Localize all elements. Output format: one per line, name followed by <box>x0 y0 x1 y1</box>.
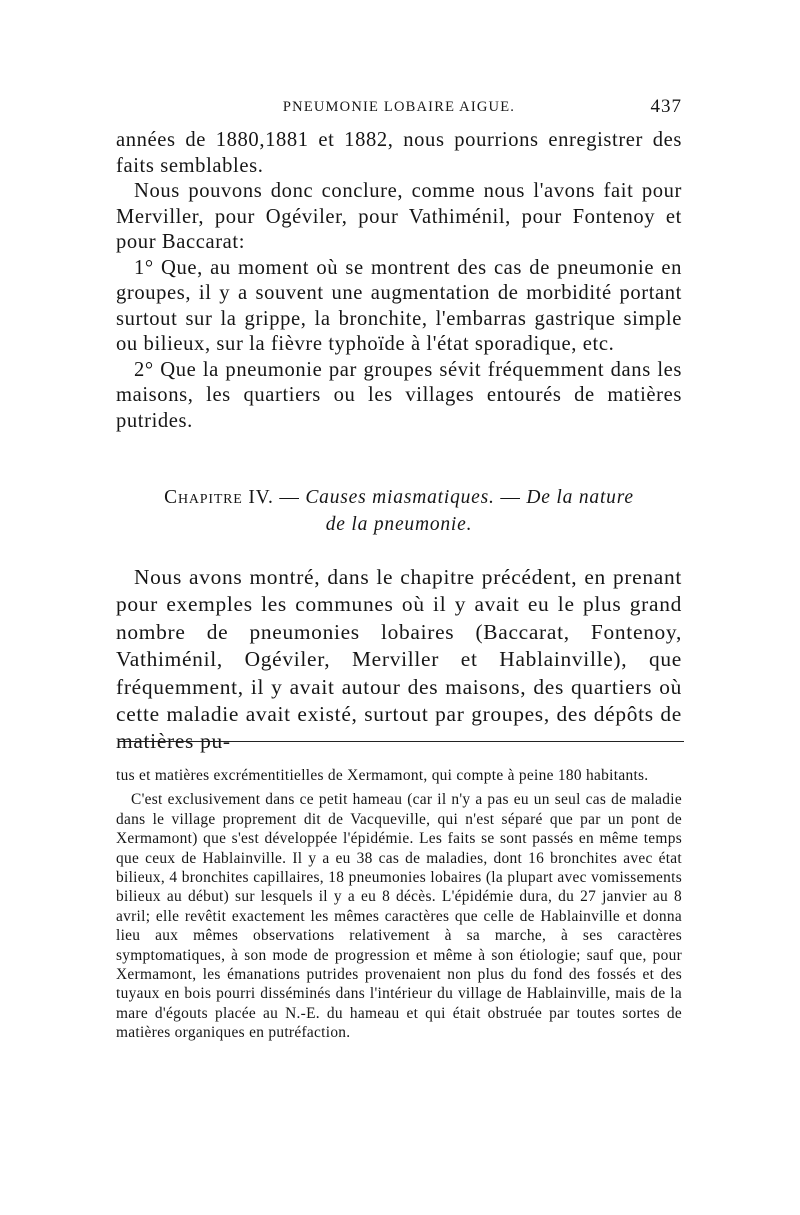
paragraph-continued: années de 1880,1881 et 1882, nous pourrions enregistrer des faits semblables. <box>116 129 682 177</box>
paragraph-point-2: 2° Que la pneumonie par groupes sévit fréquemment dans les maisons, les quartiers ou les villages entourés de matières putrides. <box>116 358 682 432</box>
chapter-dash-2: — <box>500 487 521 508</box>
paragraph-point-1: 1° Que, au moment où se montrent des cas de pneumonie en groupes, il y a souvent une augmentation de morbidité portant surtout sur la grippe, la bronchite, l'embarras gastrique simple ou bilieux, sur la fièvre typhoïde à l'état sporadique, etc. <box>116 256 682 355</box>
page-number: 437 <box>650 96 682 117</box>
main-text-chapter <box>116 564 682 756</box>
chapter-title-2b: de la pneumonie. <box>325 514 473 535</box>
paragraph-conclusion: Nous pouvons donc conclure, comme nous l'avons fait pour Merviller, pour Ogéviler, pour Vathiménil, pour Fontenoy et pour Baccarat: <box>116 180 682 253</box>
chapter-label: Chapitre IV. <box>164 487 274 508</box>
page-header <box>116 96 682 120</box>
running-head: PNEUMONIE LOBAIRE AIGUE. <box>282 99 516 115</box>
chapter-title-2a: De la nature <box>526 487 634 508</box>
chapter-heading <box>116 484 682 538</box>
chapter-dash-1: — <box>279 487 300 508</box>
chapter-title-1: Causes miasmatiques. <box>305 487 495 508</box>
footnote-rule <box>118 741 684 742</box>
footnote-paragraph: C'est exclusivement dans ce petit hameau (car il n'y a pas eu un seul cas de maladie dans le village proprement dit de Vacqueville, qui n'est séparé que par un pont de Xermamont) que s'est développée l'épidémie. Les faits se sont passés en même temps que ceux de Hablainville. Il y a eu 38 cas de maladies, dont 16 bronchites avec état bilieux, 4 bronchites capillaires, 18 pneumonies lobaires (la plupart avec vomissements bilieux au début) sur lesquels il y a eu 8 décès. L'épidémie dura, du 27 janvier au 8 avril; elle revêtit exactement les mêmes caractères que celle de Hablainville et donna lieu aux mêmes observations relativement à sa marche, à ses caractères symptomatiques, à son mode de progression et même à son étiologie; sauf que, pour Xermamont, les émanations putrides provenaient non plus du fond des fossés et des tuyaux en bois pourri disséminés dans l'intérieur du village de Hablainville, mais de la mare d'égouts placée au N.-E. du hameau et qui était obstruée par toutes sortes de matières organiques en putréfaction. <box>116 791 682 1042</box>
footnote-continued: tus et matières excrémentitielles de Xermamont, qui compte à peine 180 habitants. <box>116 767 649 784</box>
footnotes <box>116 766 682 1048</box>
main-text-top <box>116 128 682 434</box>
chapter-paragraph-1: Nous avons montré, dans le chapitre précédent, en prenant pour exemples les communes où il y avait eu le plus grand nombre de pneumonies lobaires (Baccarat, Fontenoy, Vathiménil, Ogéviler, Merviller et Hablainville), que fréquemment, il y avait autour des maisons, des quartiers où cette maladie avait existé, surtout par groupes, des dépôts de matières pu- <box>116 565 682 754</box>
